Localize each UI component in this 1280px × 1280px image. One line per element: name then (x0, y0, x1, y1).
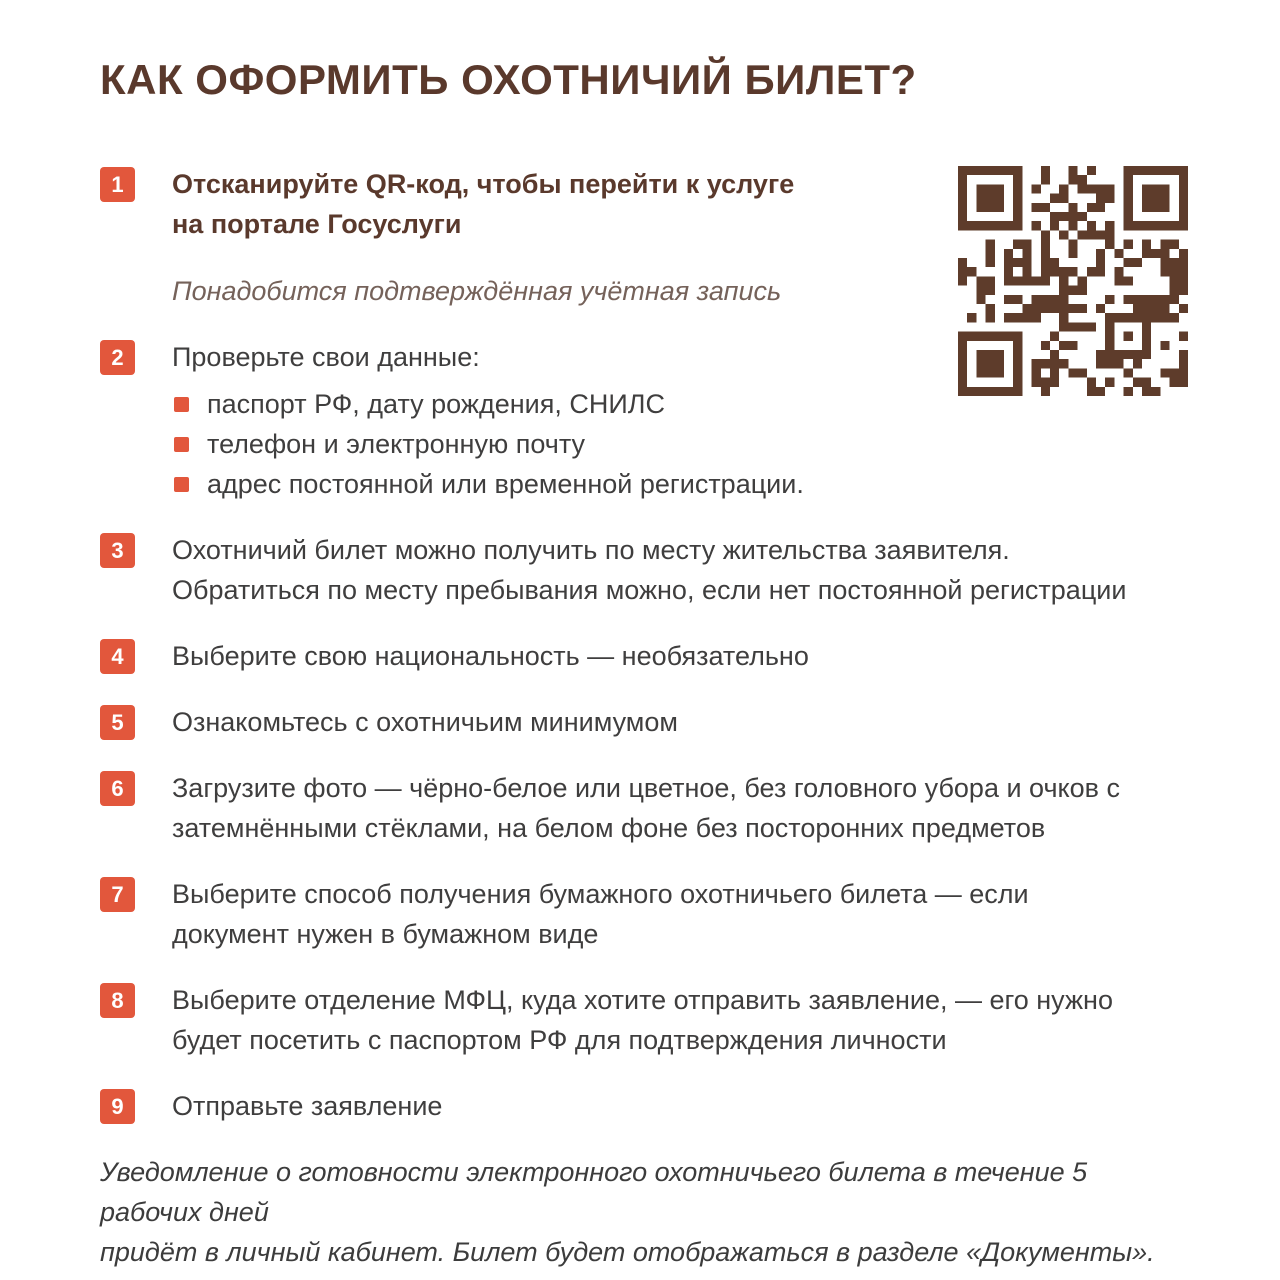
bullet-text: телефон и электронную почту (207, 429, 585, 459)
step-2-body (172, 337, 804, 504)
bullet-item (172, 424, 804, 464)
footer-note-line: Уведомление о готовности электронного охотничьего билета в течение 5 рабочих дней (100, 1157, 1088, 1227)
step-8-text-line: будет посетить с паспортом РФ для подтверждения личности (172, 1025, 947, 1055)
step-1-body (172, 164, 794, 311)
step-7-text-line: Выберите способ получения бумажного охотничьего билета — если (172, 879, 1029, 909)
step-1-heading-line: Отсканируйте QR-код, чтобы перейти к услуге (172, 169, 795, 199)
step-5-text-line: Ознакомьтесь с охотничьим минимумом (172, 707, 678, 737)
step-9-number-badge: 9 (100, 1089, 135, 1124)
bullet-item (172, 464, 804, 504)
square-bullet-icon (174, 437, 189, 452)
step-9-body (172, 1086, 442, 1126)
bullet-text: паспорт РФ, дату рождения, СНИЛС (207, 389, 665, 419)
step-4-number-badge: 4 (100, 639, 135, 674)
step-9 (100, 1086, 1192, 1126)
step-1-note: Понадобится подтверждённая учётная запись (172, 276, 782, 306)
bullet-text: адрес постоянной или временной регистрации. (207, 469, 804, 499)
qr-code-icon (958, 166, 1188, 396)
step-7 (100, 874, 1192, 954)
square-bullet-icon (174, 477, 189, 492)
step-8-body (172, 980, 1113, 1060)
step-6-body (172, 768, 1120, 848)
step-3-number-badge: 3 (100, 533, 135, 568)
footer-note-line: придёт в личный кабинет. Билет будет отображаться в разделе «Документы». (100, 1237, 1155, 1267)
step-1-number-badge: 1 (100, 167, 135, 202)
step-4-body (172, 636, 809, 676)
step-2-number-badge: 2 (100, 340, 135, 375)
step-6-number-badge: 6 (100, 771, 135, 806)
step-2-heading: Проверьте свои данные: (172, 342, 480, 372)
step-6-text-line: Загрузите фото — чёрно-белое или цветное, без головного убора и очков с (172, 773, 1121, 803)
step-4-text-line: Выберите свою национальность — необязательно (172, 641, 809, 671)
step-5-body (172, 702, 678, 742)
step-6 (100, 768, 1192, 848)
step-7-text-line: документ нужен в бумажном виде (172, 919, 599, 949)
step-3 (100, 530, 1192, 610)
step-5 (100, 702, 1192, 742)
step-6-text-line: затемнёнными стёклами, на белом фоне без посторонних предметов (172, 813, 1046, 843)
page-title: КАК ОФОРМИТЬ ОХОТНИЧИЙ БИЛЕТ? (100, 56, 917, 103)
step-7-number-badge: 7 (100, 877, 135, 912)
step-3-body (172, 530, 1126, 610)
step-2-bullet-list (172, 384, 804, 504)
step-1-heading-line: на портале Госуслуги (172, 209, 462, 239)
step-4 (100, 636, 1192, 676)
bullet-item (172, 384, 804, 424)
step-8 (100, 980, 1192, 1060)
step-3-text-line: Обратиться по месту пребывания можно, если нет постоянной регистрации (172, 575, 1127, 605)
step-5-number-badge: 5 (100, 705, 135, 740)
step-7-body (172, 874, 1029, 954)
square-bullet-icon (174, 397, 189, 412)
footer-note (100, 1152, 1192, 1272)
step-1-heading (172, 164, 794, 244)
step-3-text-line: Охотничий билет можно получить по месту жительства заявителя. (172, 535, 1010, 565)
step-9-text-line: Отправьте заявление (172, 1091, 443, 1121)
step-8-number-badge: 8 (100, 983, 135, 1018)
step-8-text-line: Выберите отделение МФЦ, куда хотите отправить заявление, — его нужно (172, 985, 1113, 1015)
